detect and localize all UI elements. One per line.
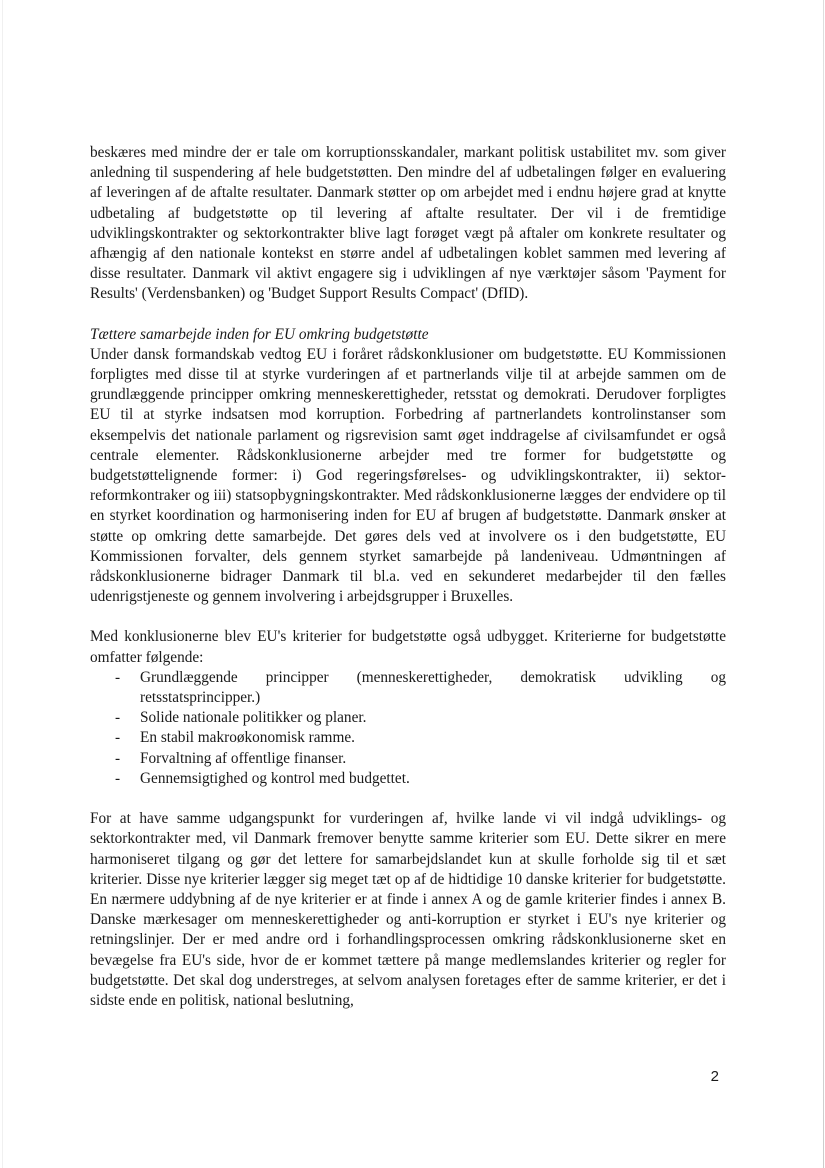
criteria-list xyxy=(90,668,726,789)
paragraph-eu-cooperation: Under dansk formandskab vedtog EU i foråret rådskonklusioner om budgetstøtte. EU Kommissionen forpligtes med disse til at styrke vurderingen af et partnerlands vilje til at arbejde sammen om de grundlæggende principper omkring menneskerettigheder, retsstat og demokrati. Derudover forpligtes EU til at styrke indsatsen mod korruption. Forbedring af partnerlandets kontrolinstanser som eksempelvis det nationale parlament og rigsrevision samt øget inddragelse af civilsamfundet er også centrale elementer. Rådskonklusionerne arbejder med tre former for budgetstøtte og budgetstøttelignende former: i) God regeringsførelses- og udviklingskontrakter, ii) sektor-reformkontraker og iii) statsopbygningskontrakter. Med rådskonklusionerne lægges der endvidere op til en styrket koordination og harmonisering inden for EU af brugen af budgetstøtte. Danmark ønsker at støtte op omkring dette samarbejde. Det gøres dels ved at involvere os i den budgetstøtte, EU Kommissionen forvalter, dels gennem styrket samarbejde på landeniveau. Udmøntningen af rådskonklusionerne bidrager Danmark til bl.a. ved en sekunderet medarbejder til den fælles udenrigstjeneste og gennem involvering i arbejdsgrupper i Bruxelles. xyxy=(90,345,726,606)
list-item: - Solide nationale politikker og planer. xyxy=(115,709,367,727)
list-item: - Gennemsigtighed og kontrol med budgettet. xyxy=(115,769,410,787)
list-item: - Grundlæggende principper (menneskerettigheder, demokratisk udvikling og retsstatsprincipper.) xyxy=(115,668,726,707)
paragraph-eu-criteria-intro: Med konklusionerne blev EU's kriterier for budgetstøtte også udbygget. Kriterierne for budgetstøtte omfatter følgende: xyxy=(90,628,726,666)
page-number: 2 xyxy=(710,1068,719,1085)
paragraph-danish-criteria: For at have samme udgangspunkt for vurderingen af, hvilke lande vi vil indgå udviklings- og sektorkontrakter med, vil Danmark fremover benytte samme kriterier som EU. Dette sikrer en mere harmoniseret tilgang og gør det lettere for samarbejdslandet kun at skulle forholde sig til et sæt kriterier. Disse nye kriterier lægger sig meget tæt op af de hidtidige 10 danske kriterier for budgetstøtte. En nærmere uddybning af de nye kriterier er at finde i annex A og de gamle kriterier findes i annex B. Danske mærkesager om menneskerettigheder og anti-korruption er styrket i EU's nye kriterier og retningslinjer. Der er med andre ord i forhandlingsprocessen omkring rådskonklusionerne sket en bevægelse fra EU's side, hvor de er kommet tættere på mange medlemslandes kriterier og regler for budgetstøtte. Det skal dog understreges, at selvom analysen foretages efter de samme kriterier, er det i sidste ende en politisk, national beslutning, xyxy=(90,810,726,1009)
section-heading: Tættere samarbejde inden for EU omkring budgetstøtte xyxy=(90,325,429,343)
page-body xyxy=(90,143,726,1011)
list-item: - Forvaltning af offentlige finanser. xyxy=(115,749,347,767)
list-item: - En stabil makroøkonomisk ramme. xyxy=(115,729,355,747)
page-edge-left xyxy=(2,0,3,1168)
paragraph-budget-support-results: beskæres med mindre der er tale om korruptionsskandaler, markant politisk ustabilitet mv. som giver anledning til suspendering af hele budgetstøtten. Den mindre del af udbetalingen følger en evaluering af leveringen af de aftalte resultater. Danmark støtter op om arbejdet med i endnu højere grad at knytte udbetaling af budgetstøtte op til levering af aftalte resultater. Der vil i de fremtidige udviklingskontrakter og sektorkontrakter blive lagt forøget vægt på aftaler om konkrete resultater og afhængig af den nationale kontekst en større andel af udbetalingen koblet sammen med levering af disse resultater. Danmark vil aktivt engagere sig i udviklingen af nye værktøjer såsom 'Payment for Results' (Verdensbanken) og 'Budget Support Results Compact' (DfID). xyxy=(90,144,726,303)
page-edge-right xyxy=(823,0,824,1168)
